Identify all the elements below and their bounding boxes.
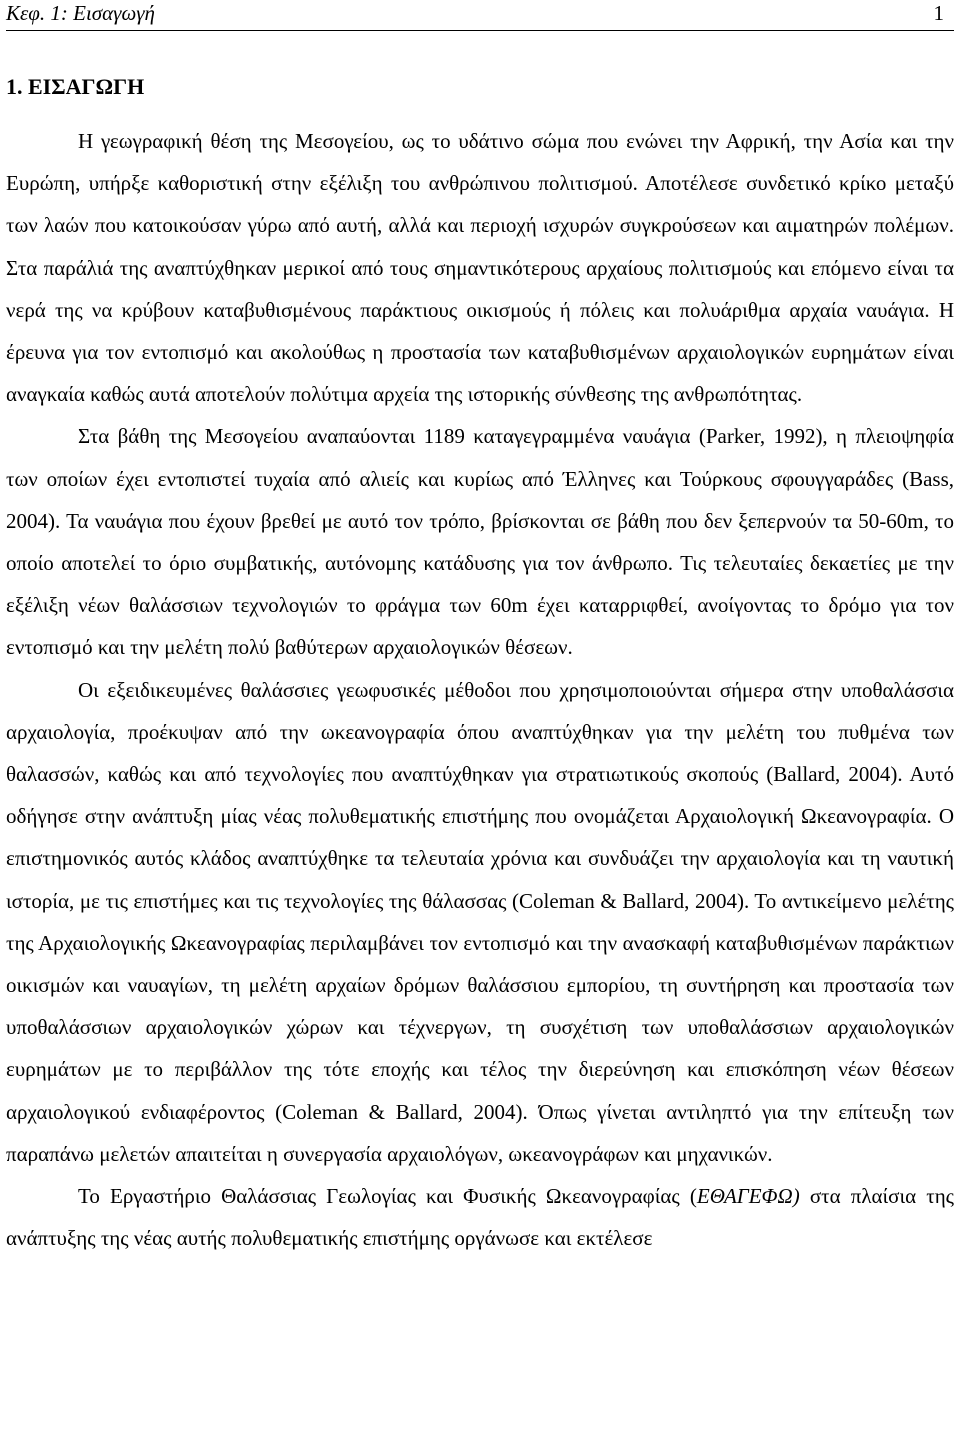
body-text — [6, 120, 954, 1259]
paragraph-laboratory — [6, 1175, 954, 1259]
page-number: 1 — [933, 1, 944, 25]
section-title: 1. ΕΙΣΑΓΩΓΗ — [6, 74, 145, 99]
chapter-label: Κεφ. 1: Εισαγωγή — [6, 1, 155, 25]
running-header — [6, 0, 954, 31]
paragraph-shipwrecks: Στα βάθη της Μεσογείου αναπαύονται 1189 καταγεγραμμένα ναυάγια (Parker, 1992), η πλειοψηφία των οποίων έχει εντοπιστεί τυχαία από αλιείς και κυρίως από Έλληνες και Τούρκους σφουγγαράδες (Bass, 2004). Τα ναυάγια που έχουν βρεθεί με αυτό τον τρόπο, βρίσκονται σε βάθη που δεν ξεπερνούν τα 50-60m, το οποίο αποτελεί το όριο συμβατικής, αυτόνομης κατάδυσης για τον άνθρωπο. Τις τελευταίες δεκαετίες με την εξέλιξη νέων θαλάσσιων τεχνολογιών το φράγμα των 60m έχει καταρριφθεί, ανοίγοντας το δρόμο για τον εντοπισμό και την μελέτη πολύ βαθύτερων αρχαιολογικών θέσεων. — [6, 424, 954, 660]
paragraph-oceanography: Οι εξειδικευμένες θαλάσσιες γεωφυσικές μέθοδοι που χρησιμοποιούνται σήμερα στην υποθαλάσσια αρχαιολογία, προέκυψαν από την ωκεανογραφία όπου αναπτύχθηκαν για την μελέτη του πυθμένα των θαλασσών, καθώς και από τεχνολογίες που αναπτύχθηκαν για στρατιωτικούς σκοπούς (Ballard, 2004). Αυτό οδήγησε στην ανάπτυξη μίας νέας πολυθεματικής επιστήμης που ονομάζεται Αρχαιολογική Ωκεανογραφία. Ο επιστημονικός αυτός κλάδος αναπτύχθηκε τα τελευταία χρόνια και συνδυάζει την αρχαιολογία και τη ναυτική ιστορία, με τις επιστήμες και τις τεχνολογίες της θάλασσας (Coleman & Ballard, 2004). Το αντικείμενο μελέτης της Αρχαιολογικής Ωκεανογραφίας περιλαμβάνει τον εντοπισμό και την ανασκαφή καταβυθισμένων παράκτιων οικισμών και ναυαγίων, τη μελέτη αρχαίων δρόμων θαλάσσιου εμπορίου, τη συντήρηση και προστασία των υποθαλάσσιων αρχαιολογικών χώρων και τέχνεργων, τη συσχέτιση των υποθαλάσσιων αρχαιολογικών ευρημάτων με το περιβάλλον της τότε εποχής και τέλος την διερεύνηση και επισκόπηση νέων θέσεων αρχαιολογικού ενδιαφέροντος (Coleman & Ballard, 2004). Όπως γίνεται αντιληπτό για την επίτευξη των παραπάνω μελετών απαιτείται η συνεργασία αρχαιολόγων, ωκεανογράφων και μηχανικών. — [6, 677, 954, 1166]
lab-acronym: ΕΘΑΓΕΦΩ) — [696, 1184, 800, 1209]
paragraph-laboratory-start: Το Εργαστήριο Θαλάσσιας Γεωλογίας και Φυσικής Ωκεανογραφίας ( — [78, 1184, 697, 1209]
paragraph-intro: Η γεωγραφική θέση της Μεσογείου, ως το υδάτινο σώμα που ενώνει την Αφρική, την Ασία και την Ευρώπη, υπήρξε καθοριστική στην εξέλιξη του ανθρώπινου πολιτισμού. Αποτέλεσε συνδετικό κρίκο μεταξύ των λαών που κατοικούσαν γύρω από αυτή, αλλά και περιοχή ισχυρών συγκρούσεων και αιματηρών πολέμων. Στα παράλιά της αναπτύχθηκαν μερικοί από τους σημαντικότερους αρχαίους πολιτισμούς και επόμενο είναι τα νερά της να κρύβουν καταβυθισμένους παράκτιους οικισμούς ή πόλεις και πολυάριθμα αρχαία ναυάγια. Η έρευνα για τον εντοπισμό και ακολούθως η προστασία των καταβυθισμένων αρχαιολογικών ευρημάτων είναι αναγκαία καθώς αυτά αποτελούν πολύτιμα αρχεία της ιστορικής σύνθεσης της ανθρωπότητας. — [6, 129, 954, 407]
paragraph-laboratory-end: στα πλαίσια της ανάπτυξης της νέας αυτής πολυθεματικής επιστήμης οργάνωσε και εκτέλεσε — [6, 1184, 954, 1251]
